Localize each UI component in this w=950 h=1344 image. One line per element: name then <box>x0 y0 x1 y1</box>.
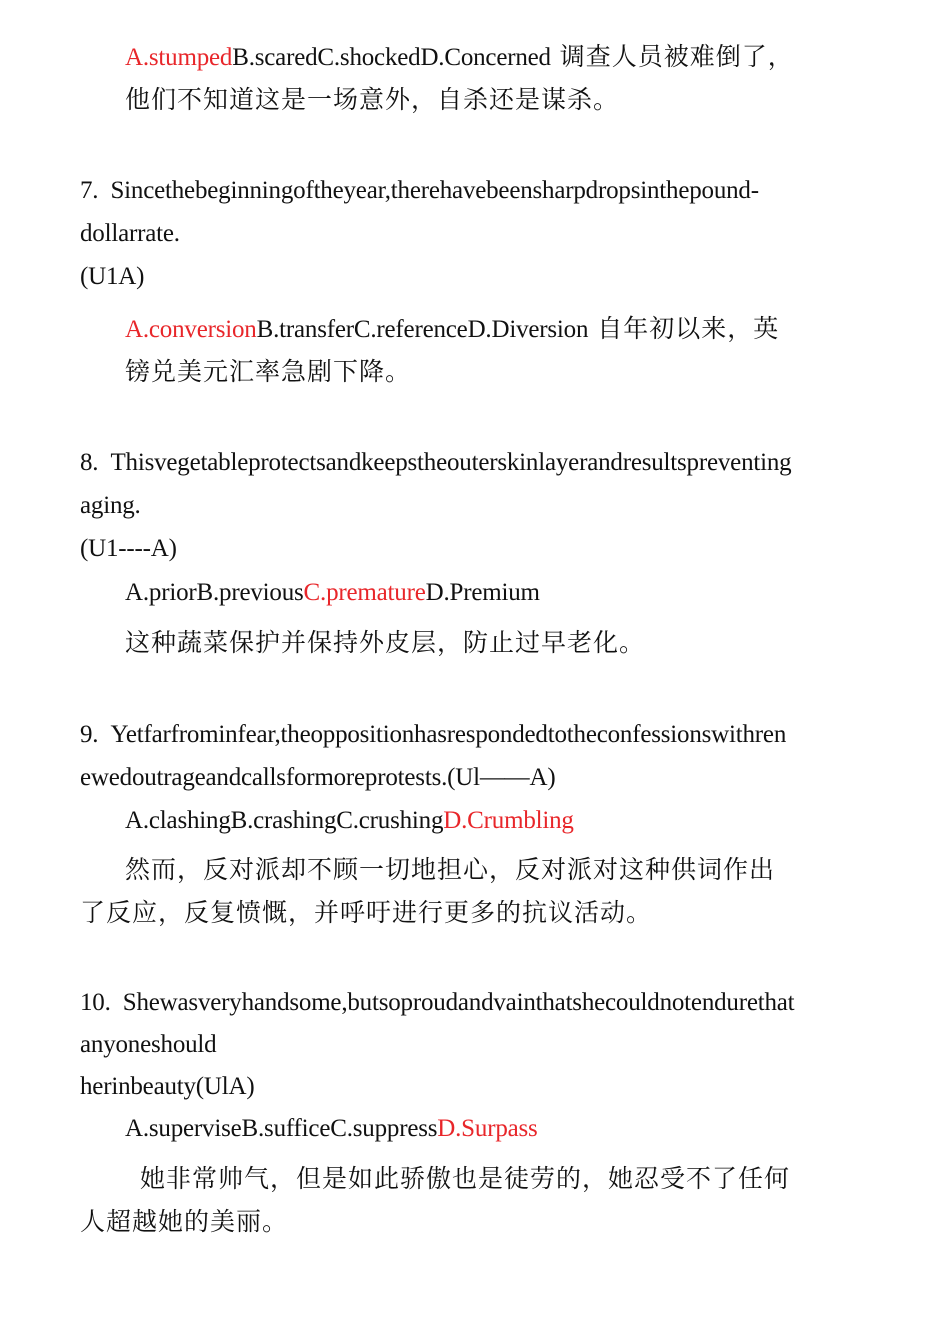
question-text: Thisvegetableprotectsandkeepstheouterskinlayerandresultspreventing <box>110 449 792 476</box>
option-b: B.crashing <box>230 807 337 834</box>
option-c: C.premature <box>303 579 426 606</box>
option-d: D.Diversion <box>467 316 589 343</box>
option-a: A.conversion <box>125 316 257 343</box>
question-number: 10. <box>80 989 111 1016</box>
question-number: 7. <box>80 177 99 204</box>
item9-question-line1 <box>80 718 786 752</box>
question-number: 8. <box>80 449 99 476</box>
translation-inline: 自年初以来，英 <box>588 314 780 343</box>
item8-options-line <box>125 576 540 610</box>
item9-translation-line2: 了反应，反复愤慨，并呼吁进行更多的抗议活动。 <box>80 898 653 927</box>
option-b: B.transfer <box>256 316 354 343</box>
option-d: D.Crumbling <box>443 807 574 834</box>
item10-options-line <box>125 1112 538 1146</box>
option-c: C.crushing <box>336 807 444 834</box>
option-a: A.clashing <box>125 807 231 834</box>
option-d: D.Surpass <box>437 1115 538 1142</box>
option-a: A.stumped <box>125 44 233 71</box>
item10-question-line1 <box>80 986 794 1020</box>
item9-options-line <box>125 804 574 838</box>
item10-translation-line2: 人超越她的美丽。 <box>80 1207 289 1236</box>
item10-question-line3: herinbeauty(UlA) <box>80 1073 255 1100</box>
option-b: B.suffice <box>241 1115 331 1142</box>
option-c: C.suppress <box>330 1115 438 1142</box>
option-b: B.scared <box>232 44 318 71</box>
question-text: Shewasveryhandsome,butsoproudandvainthatshecouldnotendurethat <box>122 989 795 1016</box>
item7-translation-cont: 镑兑美元汇率急剧下降。 <box>125 357 412 386</box>
item7-question-line1 <box>80 174 759 208</box>
item6-translation-cont: 他们不知道这是一场意外，自杀还是谋杀。 <box>125 85 620 114</box>
option-d: D.Concerned <box>420 44 551 71</box>
option-b: B.previous <box>196 579 304 606</box>
item7-question-line2: dollarrate. <box>80 220 180 247</box>
item8-translation: 这种蔬菜保护并保持外皮层，防止过早老化。 <box>125 628 646 657</box>
item6-options-line <box>125 40 794 75</box>
item10-translation-line1: 她非常帅气，但是如此骄傲也是徒劳的，她忍受不了任何 <box>140 1164 791 1193</box>
item9-question-line2: ewedoutrageandcallsformoreprotests.(Ul——A) <box>80 764 556 791</box>
question-text: Sincethebeginningoftheyear,therehavebeensharpdropsinthepound- <box>110 177 759 204</box>
question-text: Yetfarfrominfear,theoppositionhasrespondedtotheconfessionswithren <box>110 721 787 748</box>
item7-source: (U1A) <box>80 263 145 290</box>
item10-question-line2: anyoneshould <box>80 1031 217 1058</box>
option-a: A.supervise <box>125 1115 242 1142</box>
item9-translation-line1: 然而，反对派却不顾一切地担心，反对派对这种供词作出 <box>125 855 776 884</box>
option-c: C.shocked <box>317 44 421 71</box>
item8-source: (U1----A) <box>80 535 177 562</box>
option-a: A.prior <box>125 579 197 606</box>
item8-question-line2: aging. <box>80 492 141 519</box>
question-number: 9. <box>80 721 99 748</box>
option-d: D.Premium <box>425 579 540 606</box>
translation-inline: 调查人员被难倒了， <box>550 42 794 71</box>
item7-options-line <box>125 312 779 347</box>
option-c: C.reference <box>353 316 468 343</box>
item8-question-line1 <box>80 446 791 480</box>
